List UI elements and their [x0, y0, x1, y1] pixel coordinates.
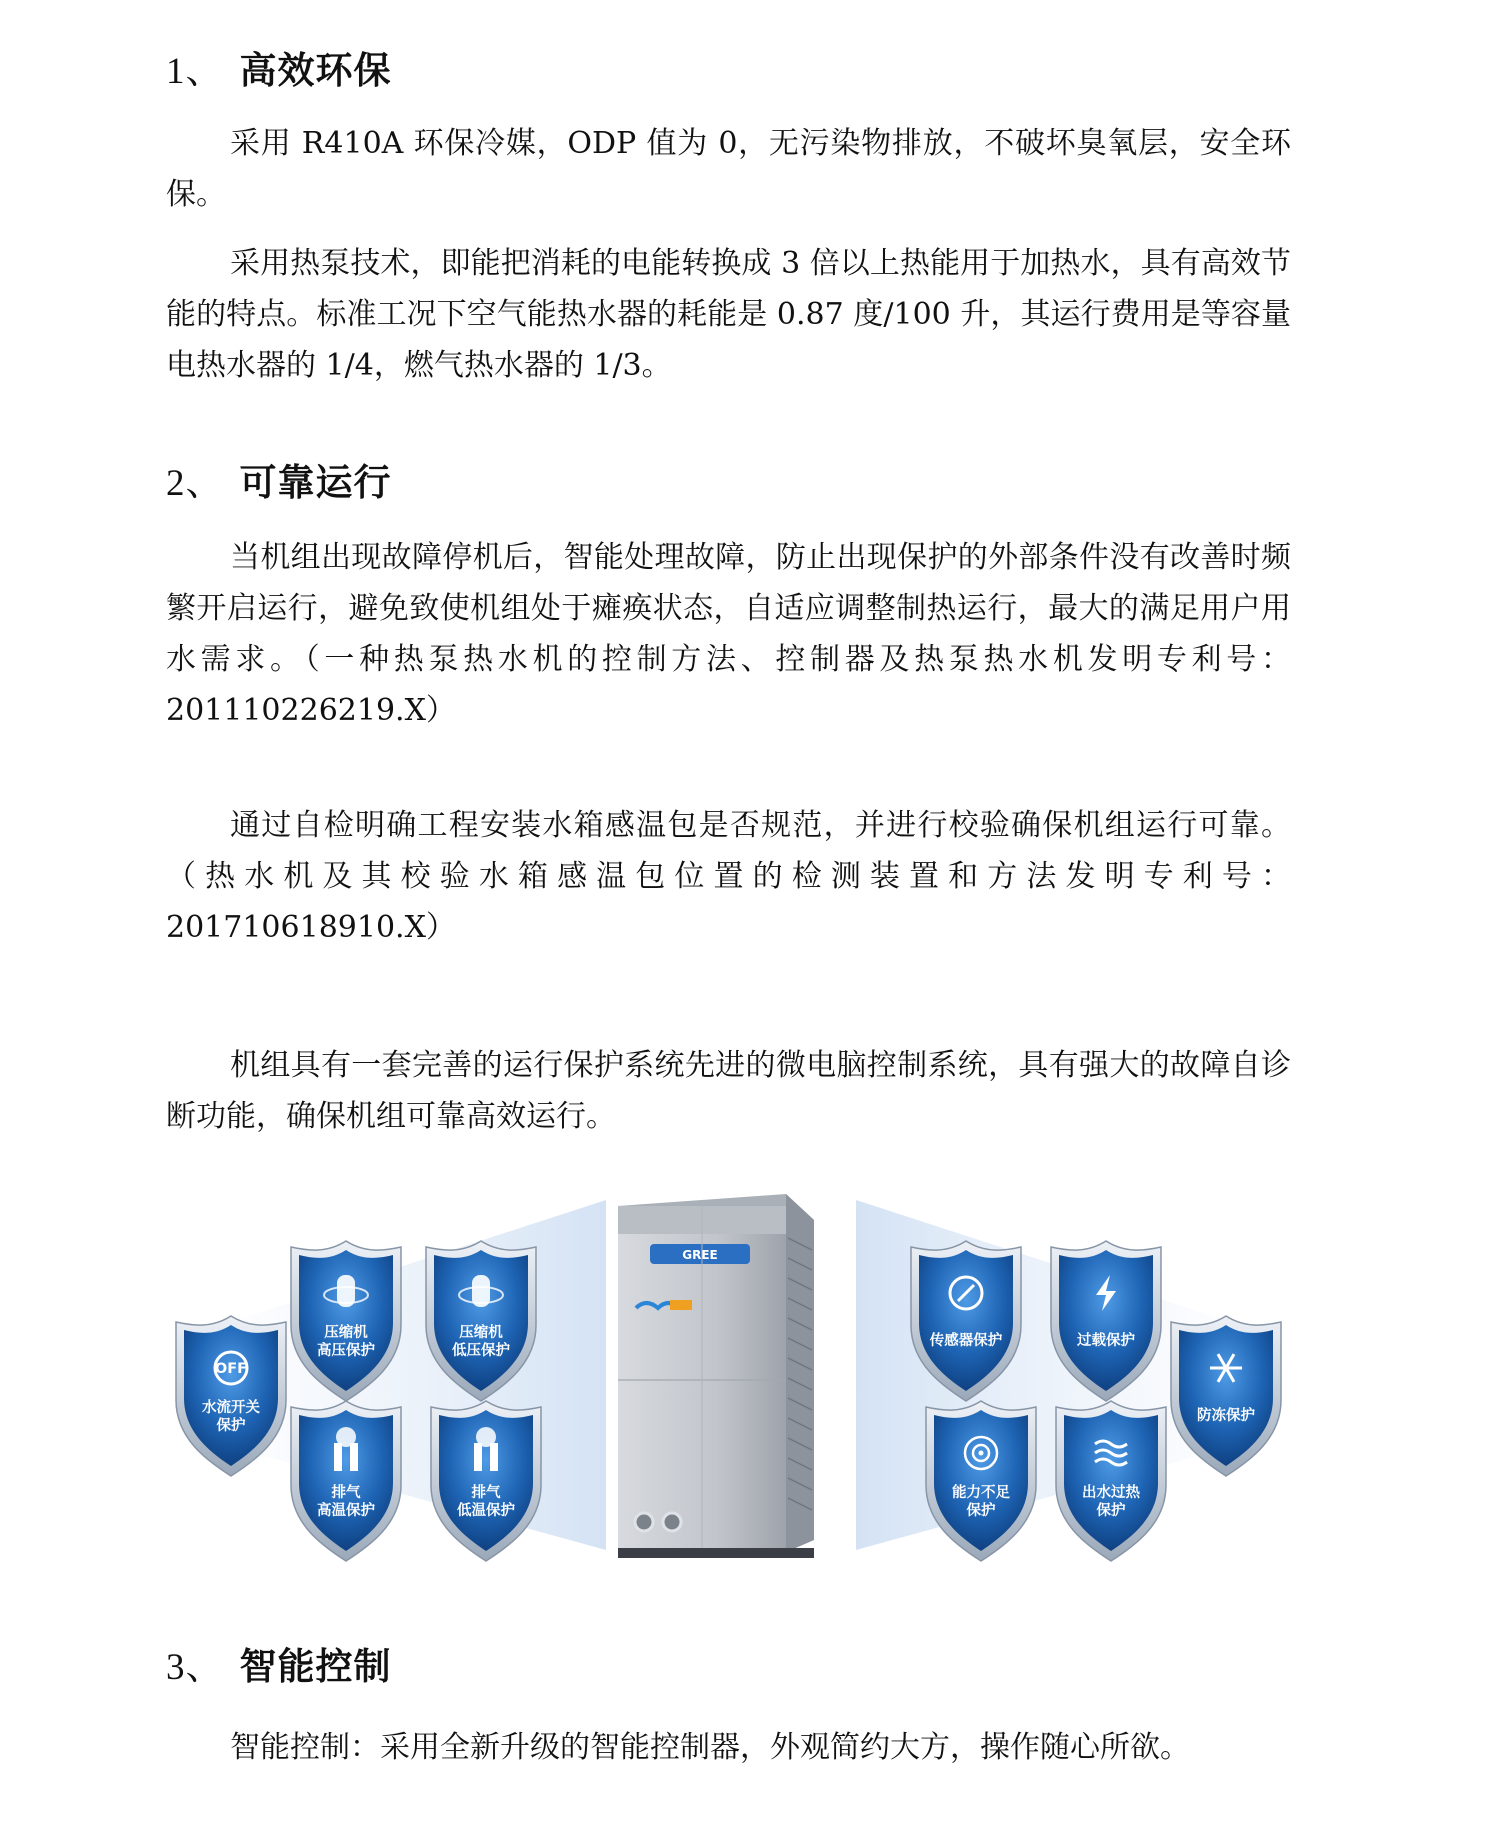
- shield-compressor-low-pressure-label-1: 压缩机: [459, 1325, 503, 1341]
- heat-pump-unit: [618, 1194, 814, 1558]
- unit-brand-logo: GREE: [682, 1248, 718, 1262]
- section-1-paragraph-1: 采用 R410A 环保冷媒，ODP 值为 0，无污染物排放，不破坏臭氧层，安全环保。: [166, 126, 1291, 212]
- section-2-paragraph-3: 机组具有一套完善的运行保护系统先进的微电脑控制系统，具有强大的故障自诊断功能，确保机组可靠高效运行。: [166, 1048, 1291, 1134]
- section-1-paragraph-2: 采用热泵技术，即能把消耗的电能转换成 3 倍以上热能用于加热水，具有高效节能的特点。标准工况下空气能热水器的耗能是 0.87 度/100 升，其运行费用是等容量电热水器的 1/4，燃气热水器的 1/3。: [166, 246, 1291, 383]
- shield-outlet-overheat: [1056, 1401, 1166, 1561]
- section-2-paragraph-2: 通过自检明确工程安装水箱感温包是否规范，并进行校验确保机组运行可靠。（热水机及其校验水箱感温包位置的检测装置和方法发明专利号：201710618910.X）: [166, 808, 1291, 945]
- shield-overload-label-1: 过载保护: [1077, 1333, 1135, 1349]
- shield-exhaust-low-temp: [431, 1401, 541, 1561]
- shield-compressor-low-pressure-label-2: 低压保护: [452, 1343, 510, 1359]
- shield-outlet-overheat-label-2: 保护: [1096, 1503, 1126, 1519]
- protection-features-illustration: [166, 1180, 1296, 1580]
- section-3-paragraph-1: 智能控制：采用全新升级的智能控制器，外观简约大方，操作随心所欲。: [230, 1730, 1190, 1765]
- shield-exhaust-high-temp-label-1: 排气: [331, 1485, 361, 1501]
- section-1-number: 1、: [166, 51, 224, 92]
- section-3-heading: [166, 1636, 392, 1690]
- section-1-heading: [166, 40, 392, 94]
- shield-exhaust-low-temp-label-2: 低温保护: [457, 1503, 515, 1519]
- section-2-number: 2、: [166, 463, 224, 504]
- shield-compressor-high-pressure-label-2: 高压保护: [317, 1343, 375, 1359]
- section-2-title: 可靠运行: [239, 461, 392, 504]
- section-1-title: 高效环保: [239, 49, 392, 92]
- shield-water-flow-switch-label-1: 水流开关: [202, 1400, 260, 1416]
- shield-exhaust-low-temp-label-1: 排气: [471, 1485, 501, 1501]
- unit-color-label: [670, 1300, 692, 1310]
- shield-compressor-high-pressure-label-1: 压缩机: [324, 1325, 368, 1341]
- shield-antifreeze-label-1: 防冻保护: [1197, 1408, 1255, 1424]
- svg-text:OFF: OFF: [214, 1361, 248, 1377]
- shield-insufficient-capacity-label-2: 保护: [966, 1503, 996, 1519]
- section-3-title: 智能控制: [239, 1645, 392, 1688]
- shield-exhaust-high-temp: [291, 1401, 401, 1561]
- water-inlet-connector: [635, 1513, 653, 1531]
- section-2-heading: [166, 452, 392, 506]
- section-2-paragraph-1: 当机组出现故障停机后，智能处理故障，防止出现保护的外部条件没有改善时频繁开启运行，避免致使机组处于瘫痪状态，自适应调整制热运行，最大的满足用户用水需求。（一种热泵热水机的控制方法、控制器及热泵热水机发明专利号：201110226219.X）: [166, 540, 1291, 728]
- shield-water-flow-switch-label-2: 保护: [216, 1418, 246, 1434]
- water-outlet-connector: [663, 1513, 681, 1531]
- section-3-number: 3、: [166, 1647, 224, 1688]
- shield-insufficient-capacity: [926, 1401, 1036, 1561]
- shield-exhaust-high-temp-label-2: 高温保护: [317, 1503, 375, 1519]
- shield-insufficient-capacity-label-1: 能力不足: [952, 1485, 1010, 1501]
- shield-sensor-label-1: 传感器保护: [929, 1333, 1003, 1349]
- shield-outlet-overheat-label-1: 出水过热: [1082, 1485, 1140, 1501]
